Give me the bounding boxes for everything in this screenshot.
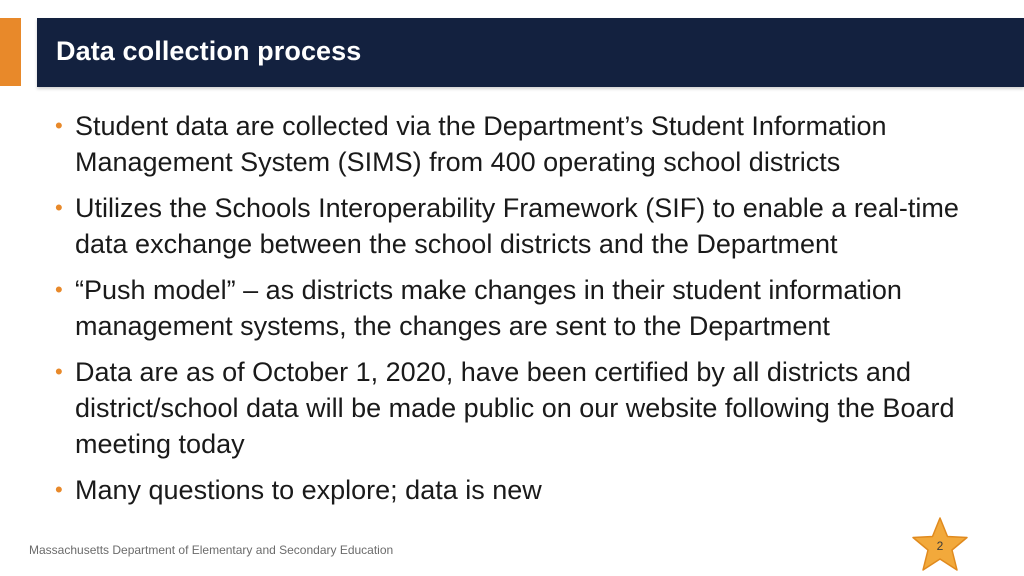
page-number: 2 [936,539,944,553]
bullet-dot-icon: • [55,277,63,302]
bullet-item [55,472,1000,508]
bullet-item [55,272,1000,344]
bullet-dot-icon: • [55,477,63,502]
title-band [37,18,1024,87]
bullet-dot-icon: • [55,359,63,384]
bullet-item [55,354,1000,462]
footer-organization: Massachusetts Department of Elementary and Secondary Education [29,543,394,557]
bullet-text: “Push model” – as districts make changes in their student information management systems, the changes are sent to the Department [75,275,902,341]
bullet-list [55,108,1000,518]
slide-title: Data collection process [56,36,362,66]
bullet-text: Utilizes the Schools Interoperability Framework (SIF) to enable a real-time data exchange between the school districts and the Department [75,193,959,259]
bullet-text: Data are as of October 1, 2020, have been certified by all districts and district/school data will be made public on our website following the Board meeting today [75,357,955,459]
bullet-item [55,190,1000,262]
bullet-dot-icon: • [55,113,63,138]
accent-bar [0,18,21,86]
bullet-text: Student data are collected via the Department’s Student Information Management System (SIMS) from 400 operating school districts [75,111,887,177]
bullet-dot-icon: • [55,195,63,220]
bullet-text: Many questions to explore; data is new [75,475,542,505]
bullet-item [55,108,1000,180]
